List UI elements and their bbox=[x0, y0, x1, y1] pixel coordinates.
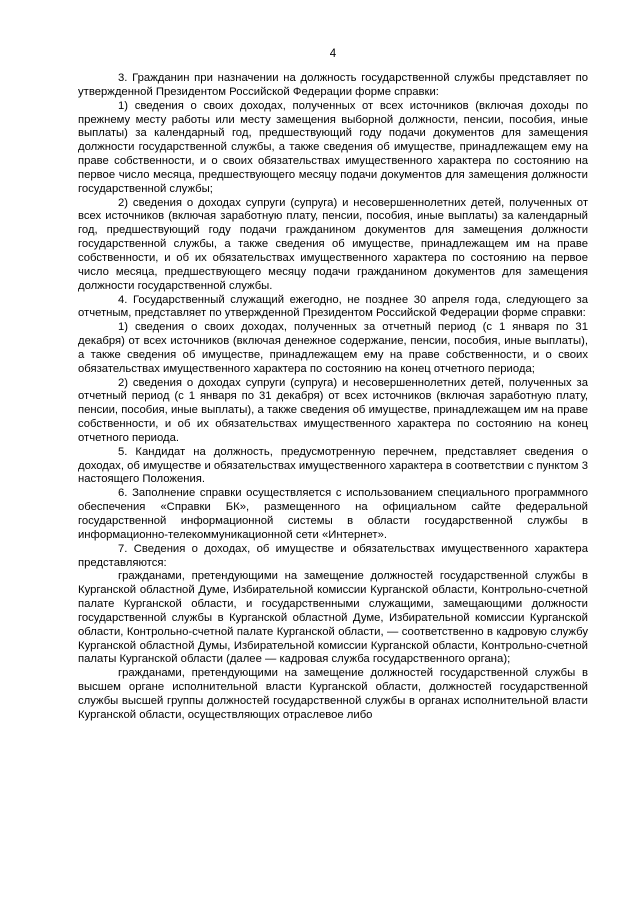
paragraph-clause-7: 7. Сведения о доходах, об имуществе и обязательствах имущественного характера представляются: bbox=[78, 542, 588, 569]
paragraph-clause-4: 4. Государственный служащий ежегодно, не позднее 30 апреля года, следующего за отчетным, представляет по утвержденной Президентом Российской Федерации форме справки: bbox=[78, 293, 588, 320]
paragraph-clause-5: 5. Кандидат на должность, предусмотренную перечнем, представляет сведения о доходах, об имуществе и обязательствах имущественного характера в соответствии с пунктом 3 настоящего Положения. bbox=[78, 445, 588, 486]
page-number: 4 bbox=[329, 48, 337, 60]
paragraph-clause-3-item-1: 1) сведения о своих доходах, полученных от всех источников (включая доходы по прежнему месту работы или месту замещения выборной должности, пенсии, пособия, иные выплаты) за календарный год, предшествующий году подачи документов для замещения должности государственной службы, а также сведения об имуществе, принадлежащем ему на праве собственности, и о своих обязательствах имущественного характера по состоянию на первое число месяца, предшествующего месяцу подачи документов для замещения должности государственной службы; bbox=[78, 99, 588, 195]
document-page bbox=[78, 0, 588, 905]
paragraph-clause-3: 3. Гражданин при назначении на должность государственной службы представляет по утвержденной Президентом Российской Федерации форме справки: bbox=[78, 72, 588, 98]
paragraph-clause-6: 6. Заполнение справки осуществляется с использованием специального программного обеспечения «Справки БК», размещенного на официальном сайте федеральной государственной информационной системы в области государственной службы в информационно-телекоммуникационной сети «Интернет». bbox=[78, 487, 588, 541]
paragraph-clause-7-item-1: гражданами, претендующими на замещение должностей государственной службы в Курганской областной Думе, Избирательной комиссии Курганской области, Контрольно-счетной палате Курганской области, и государственными служащими, замещающими должности государственной службы в Курганской областной Думе, Избирательной комиссии Курганской области, Контрольно-счетной палате Курганской области, — соответственно в кадровую службу Курганской областной Думы, Избирательной комиссии Курганской области, Контрольно-счетной палаты Курганской области (далее — кадровая служба государственного органа); bbox=[78, 570, 588, 666]
paragraph-clause-3-item-2: 2) сведения о доходах супруги (супруга) и несовершеннолетних детей, полученных от всех источников (включая заработную плату, пенсии, пособия, иные выплаты) за календарный год, предшествующий году подачи гражданином документов для замещения должности государственной службы, а также сведения об имуществе, принадлежащем им на праве собственности, и об их обязательствах имущественного характера по состоянию на первое число месяца, предшествующего месяцу подачи гражданином документов для замещения должности государственной службы. bbox=[78, 196, 588, 292]
paragraph-clause-7-item-2: гражданами, претендующими на замещение должностей государственной службы в высшем органе исполнительной власти Курганской области, должностей государственной службы высшей группы должностей государственной службы в органах исполнительной власти Курганской области, осуществляющих отраслевое либо bbox=[78, 667, 588, 721]
paragraph-clause-4-item-2: 2) сведения о доходах супруги (супруга) и несовершеннолетних детей, полученных за отчетный период (с 1 января по 31 декабря) от всех источников (включая заработную плату, пенсии, пособия, иные выплаты), а также сведения об имуществе, принадлежащем им на праве собственности, и об их обязательствах имущественного характера по состоянию на конец отчетного периода. bbox=[78, 376, 588, 444]
document-body bbox=[78, 72, 588, 723]
paragraph-clause-4-item-1: 1) сведения о своих доходах, полученных за отчетный период (с 1 января по 31 декабря) от всех источников (включая денежное содержание, пенсии, пособия, иные выплаты), а также сведения об имуществе, принадлежащем ему на праве собственности, и о своих обязательствах имущественного характера по состоянию на конец отчетного периода; bbox=[78, 321, 588, 375]
